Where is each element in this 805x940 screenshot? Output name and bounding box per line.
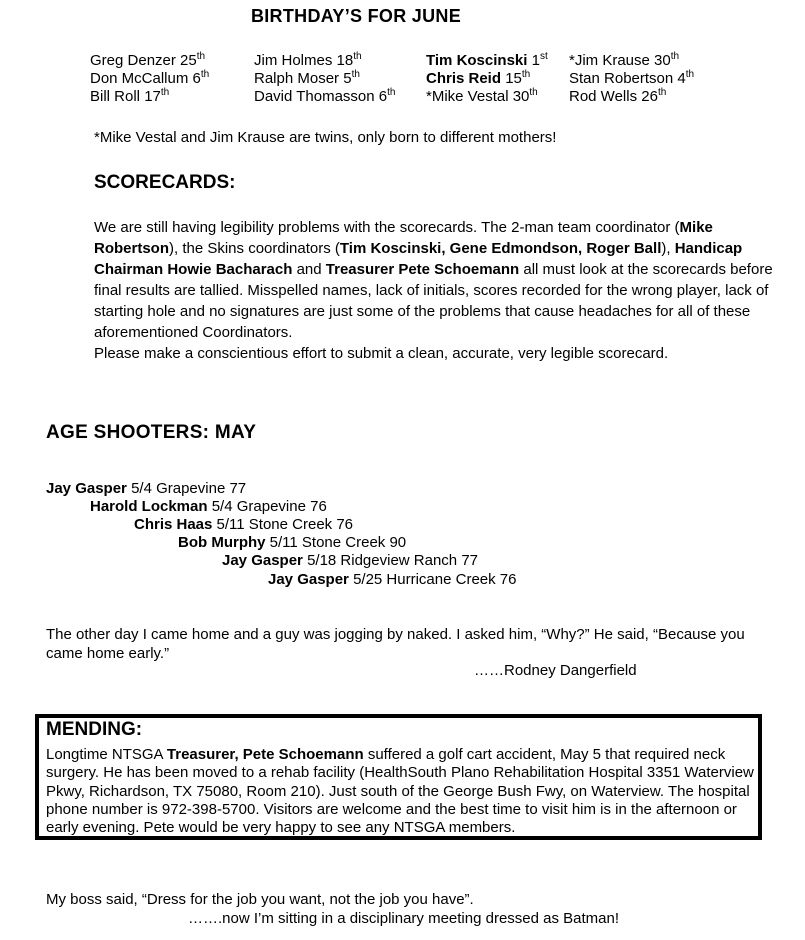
birthday-day: 25 bbox=[180, 52, 197, 69]
birthday-day-suffix: th bbox=[353, 51, 362, 62]
birthday-entry bbox=[426, 88, 548, 106]
birthday-day-suffix: th bbox=[351, 69, 360, 80]
birthday-day-suffix: th bbox=[685, 69, 695, 80]
birthday-entry bbox=[254, 88, 395, 106]
birthday-name: Rod Wells bbox=[569, 88, 638, 105]
birthday-entry bbox=[90, 52, 209, 70]
boss-joke-punchline: …….now I’m sitting in a disciplinary meeting dressed as Batman! bbox=[188, 910, 620, 927]
birthday-entry bbox=[254, 52, 395, 70]
birthday-column-2 bbox=[254, 52, 395, 106]
birthday-name: Greg Denzer bbox=[90, 52, 176, 69]
birthday-day: 30 bbox=[512, 88, 530, 105]
birthday-column-3 bbox=[426, 52, 548, 106]
birthday-entry bbox=[90, 70, 209, 88]
birthday-day: 18 bbox=[336, 52, 354, 69]
age-shooters-heading: AGE SHOOTERS: MAY bbox=[46, 422, 257, 443]
birthday-day: 1 bbox=[531, 52, 540, 69]
age-shooter-entry: Bob Murphy 5/11 Stone Creek 90 bbox=[178, 534, 407, 551]
birthday-name: Stan Robertson bbox=[569, 70, 674, 87]
birthday-name: Bill Roll bbox=[90, 88, 141, 105]
birthday-day-suffix: th bbox=[387, 87, 396, 98]
scorecards-body bbox=[94, 217, 774, 364]
mending-body: Longtime NTSGA Treasurer, Pete Schoemann suffered a golf cart accident, May 5 that required neck surgery. He has been moved to a rehab facility (HealthSouth Plano Rehabilitation Hospital 3351 Waterview Pkwy, Richardson, TX 75080, Room 210). Just south of the George Bush Fwy, on Waterview. The hospital phone number is 972-398-5700. Visitors are welcome and the best time to visit him is in the afternoon or early evening. Pete would be very happy to see any NTSGA members. bbox=[46, 746, 754, 837]
birthday-entry bbox=[254, 70, 395, 88]
birthday-day: 6 bbox=[378, 88, 388, 105]
age-shooter-entry: Jay Gasper 5/4 Grapevine 77 bbox=[46, 480, 247, 497]
birthday-name: Don McCallum bbox=[90, 70, 189, 87]
birthday-day-suffix: th bbox=[200, 69, 210, 80]
birthday-name: *Jim Krause bbox=[569, 52, 650, 69]
joke-text: The other day I came home and a guy was jogging by naked. I asked him, “Why?” He said, “Because you came home early.” bbox=[46, 626, 745, 662]
birthday-day-suffix: th bbox=[196, 51, 206, 62]
scorecards-paragraph-2: Please make a conscientious effort to submit a clean, accurate, very legible scorecard. bbox=[94, 345, 669, 362]
birthday-day: 15 bbox=[505, 70, 522, 87]
birthday-day-suffix: th bbox=[670, 51, 680, 62]
birthday-column-1 bbox=[90, 52, 209, 106]
birthday-entry bbox=[569, 52, 694, 70]
joke-attribution: ……Rodney Dangerfield bbox=[474, 662, 637, 679]
scorecards-paragraph-1: We are still having legibility problems with the scorecards. The 2-man team coordinator (Mike Robertson), the Skins coordinators (Tim Koscinski, Gene Edmondson, Roger Ball), Handicap Chairman Howie Bacharach and Treasurer Pete Schoemann all must look at the scorecards before final results are tallied. Misspelled names, lack of initials, scores recorded for the wrong player, lack of starting hole and no signatures are just some of the problems that cause headaches for all of these aforementioned Coordinators. bbox=[94, 219, 773, 341]
birthday-entry bbox=[569, 88, 694, 106]
birthday-day-suffix: th bbox=[160, 87, 170, 98]
birthdays-title: BIRTHDAY’S FOR JUNE bbox=[250, 6, 462, 26]
birthday-day: 17 bbox=[144, 88, 161, 105]
birthday-entry bbox=[90, 88, 209, 106]
birthday-day-suffix: th bbox=[657, 87, 667, 98]
age-shooter-entry: Harold Lockman 5/4 Grapevine 76 bbox=[90, 498, 327, 515]
birthday-column-4 bbox=[569, 52, 694, 106]
age-shooter-entry: Jay Gasper 5/25 Hurricane Creek 76 bbox=[268, 571, 517, 588]
birthday-day: 30 bbox=[654, 52, 671, 69]
birthday-day: 6 bbox=[192, 70, 201, 87]
birthday-name: Chris Reid bbox=[426, 70, 502, 87]
age-shooter-entry: Jay Gasper 5/18 Ridgeview Ranch 77 bbox=[222, 552, 479, 569]
birthday-name: David Thomasson bbox=[254, 88, 375, 105]
scorecards-heading: SCORECARDS: bbox=[94, 172, 236, 193]
birthday-day: 4 bbox=[677, 70, 686, 87]
birthday-day-suffix: th bbox=[521, 69, 531, 80]
birthday-name: Jim Holmes bbox=[254, 52, 333, 69]
birthday-day-suffix: th bbox=[529, 87, 538, 98]
twins-note: *Mike Vestal and Jim Krause are twins, only born to different mothers! bbox=[94, 129, 557, 146]
birthday-day-suffix: st bbox=[539, 51, 548, 62]
birthday-day: 5 bbox=[343, 70, 352, 87]
boss-joke-setup: My boss said, “Dress for the job you want, not the job you have”. bbox=[46, 891, 474, 908]
birthday-entry bbox=[426, 70, 548, 88]
birthday-name: Tim Koscinski bbox=[426, 52, 528, 69]
age-shooter-entry: Chris Haas 5/11 Stone Creek 76 bbox=[134, 516, 354, 533]
birthday-entry bbox=[426, 52, 548, 70]
birthday-name: *Mike Vestal bbox=[426, 88, 509, 105]
birthday-entry bbox=[569, 70, 694, 88]
birthday-day: 26 bbox=[641, 88, 658, 105]
mending-heading: MENDING: bbox=[46, 719, 143, 740]
birthday-name: Ralph Moser bbox=[254, 70, 340, 87]
